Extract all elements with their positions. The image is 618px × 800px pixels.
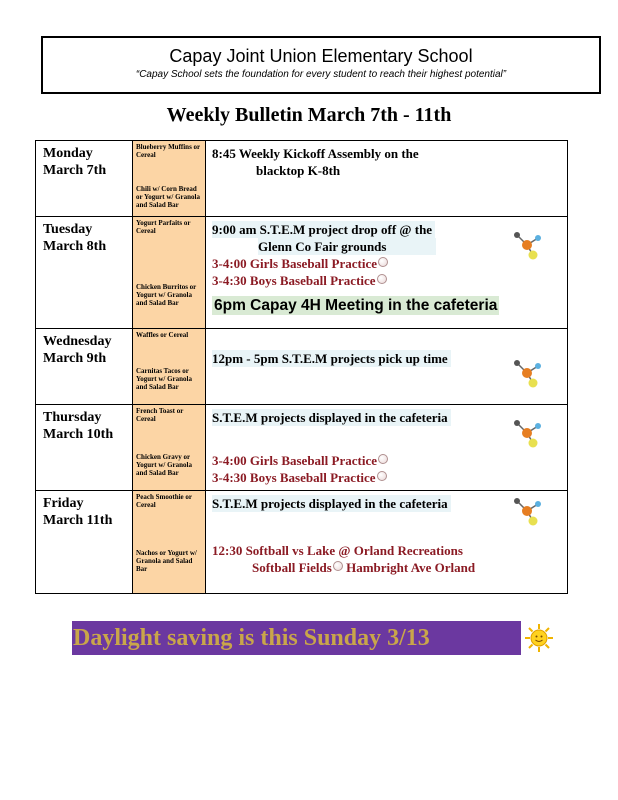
molecule-icon (511, 417, 543, 449)
events-cell (206, 141, 568, 217)
menu-breakfast: French Toast or Cereal (136, 407, 184, 423)
event-text: Softball Fields (252, 560, 332, 575)
day-name: Friday (43, 496, 84, 511)
event-line: blacktop K-8th (256, 163, 341, 178)
events-cell (206, 405, 568, 491)
event-line-sports: 12:30 Softball vs Lake @ Orland Recreations (212, 543, 463, 558)
schedule-row-tuesday (36, 217, 568, 329)
molecule-icon (511, 229, 543, 261)
molecule-icon (511, 357, 543, 389)
event-text: 3-4:30 Boys Baseball Practice (212, 273, 376, 288)
event-line-meeting: 6pm Capay 4H Meeting in the cafeteria (214, 297, 498, 314)
menu-lunch: Chicken Gravy or Yogurt w/ Granola and Salad Bar (136, 453, 192, 477)
baseball-icon (377, 274, 387, 284)
baseball-icon (333, 561, 343, 571)
menu-lunch: Nachos or Yogurt w/ Granola and Salad Bar (136, 549, 197, 573)
schedule-row-monday (36, 141, 568, 217)
event-line-sports (212, 255, 561, 272)
menu-breakfast: Blueberry Muffins or Cereal (136, 143, 201, 159)
day-cell (36, 329, 133, 405)
event-line-sports (212, 452, 561, 469)
event-text: Hambright Ave Orland (342, 560, 476, 575)
menu-breakfast: Yogurt Parfaits or Cereal (136, 219, 191, 235)
school-name: Capay Joint Union Elementary School (169, 46, 473, 66)
event-line: 12pm - 5pm S.T.E.M projects pick up time (212, 350, 451, 367)
molecule-icon (511, 495, 543, 527)
event-line-sports (212, 559, 561, 576)
day-name: Thursday (43, 410, 102, 425)
event-line: 9:00 am S.T.E.M project drop off @ the (212, 221, 435, 238)
event-line-sports (212, 272, 561, 289)
day-cell (36, 141, 133, 217)
event-line: 8:45 Weekly Kickoff Assembly on the (212, 146, 419, 161)
menu-breakfast: Waffles or Cereal (136, 331, 189, 339)
day-cell (36, 491, 133, 594)
baseball-icon (378, 454, 388, 464)
day-date: March 9th (43, 351, 107, 366)
menu-lunch: Chicken Burritos or Yogurt w/ Granola and Salad Bar (136, 283, 197, 307)
event-text: 3-4:00 Girls Baseball Practice (212, 453, 377, 468)
menu-breakfast: Peach Smoothie or Cereal (136, 493, 192, 509)
day-date: March 11th (43, 513, 113, 528)
bulletin-title: Weekly Bulletin March 7th - 11th (166, 104, 452, 126)
event-line: Glenn Co Fair grounds (258, 238, 436, 255)
menu-lunch: Chili w/ Corn Bread or Yogurt w/ Granola and Salad Bar (136, 185, 200, 209)
day-date: March 8th (43, 239, 107, 254)
day-cell (36, 405, 133, 491)
school-motto: “Capay School sets the foundation for every student to reach their highest potential” (135, 69, 507, 80)
event-line-sports (212, 469, 561, 486)
schedule-row-friday (36, 491, 568, 594)
menu-cell (133, 217, 206, 329)
day-name: Monday (43, 146, 93, 161)
menu-cell (133, 141, 206, 217)
day-name: Wednesday (43, 334, 112, 349)
school-header (41, 36, 601, 94)
event-text: 3-4:30 Boys Baseball Practice (212, 470, 376, 485)
events-cell (206, 329, 568, 405)
day-cell (36, 217, 133, 329)
menu-cell (133, 329, 206, 405)
menu-cell (133, 405, 206, 491)
sun-icon (524, 623, 554, 653)
day-name: Tuesday (43, 222, 93, 237)
baseball-icon (378, 257, 388, 267)
day-date: March 7th (43, 163, 107, 178)
baseball-icon (377, 471, 387, 481)
events-cell (206, 491, 568, 594)
events-cell (206, 217, 568, 329)
event-line: S.T.E.M projects displayed in the cafeteria (212, 495, 451, 512)
event-line: S.T.E.M projects displayed in the cafeteria (212, 409, 451, 426)
schedule-row-wednesday (36, 329, 568, 405)
weekly-schedule-table (35, 140, 568, 594)
schedule-row-thursday (36, 405, 568, 491)
day-date: March 10th (43, 427, 114, 442)
daylight-saving-banner: Daylight saving is this Sunday 3/13 (72, 621, 521, 655)
event-text: 3-4:00 Girls Baseball Practice (212, 256, 377, 271)
menu-lunch: Carnitas Tacos or Yogurt w/ Granola and Salad Bar (136, 367, 192, 391)
menu-cell (133, 491, 206, 594)
